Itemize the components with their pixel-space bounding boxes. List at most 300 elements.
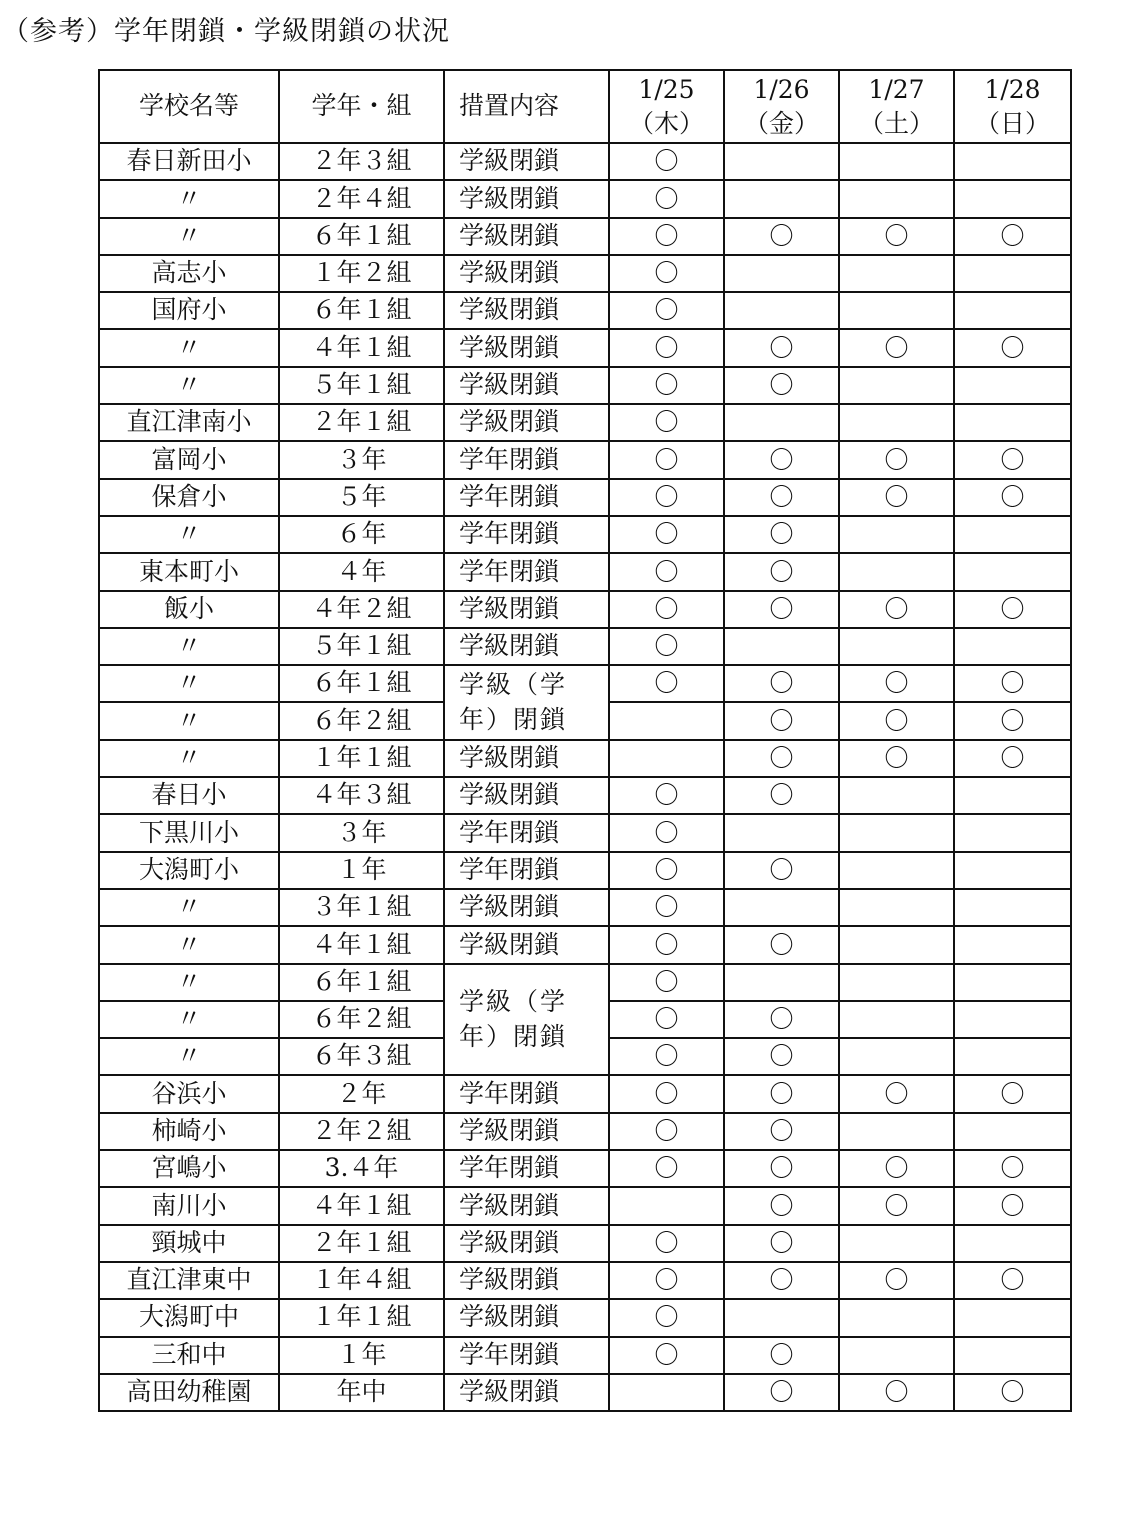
grade-class-cell: ４年３組	[279, 777, 444, 814]
date-status-cell	[954, 1299, 1071, 1336]
closed-mark-icon: 〇	[654, 333, 679, 362]
grade-class-cell: １年１組	[279, 1299, 444, 1336]
date-status-cell	[954, 889, 1071, 926]
closed-mark-icon: 〇	[654, 147, 679, 176]
closed-mark-icon: 〇	[769, 557, 794, 586]
school-name-cell: 〃	[99, 628, 279, 665]
date-status-cell	[609, 926, 724, 963]
table-row	[99, 591, 1071, 628]
closed-mark-icon: 〇	[769, 1116, 794, 1145]
school-name-cell: 春日小	[99, 777, 279, 814]
date-status-cell	[609, 814, 724, 851]
closed-mark-icon: 〇	[769, 1005, 794, 1034]
measure-cell: 学級閉鎖	[444, 292, 609, 329]
closed-mark-icon: 〇	[884, 706, 909, 735]
closed-mark-icon: 〇	[769, 1042, 794, 1071]
measure-cell: 学年閉鎖	[444, 1075, 609, 1112]
school-name-cell: 柿崎小	[99, 1113, 279, 1150]
school-name-cell: 直江津東中	[99, 1262, 279, 1299]
grade-class-cell: ６年	[279, 516, 444, 553]
date-status-cell	[724, 479, 839, 516]
table-row	[99, 404, 1071, 441]
table-row	[99, 441, 1071, 478]
date-status-cell	[724, 516, 839, 553]
closed-mark-icon: 〇	[1000, 1154, 1025, 1183]
measure-cell: 学級閉鎖	[444, 740, 609, 777]
date-status-cell	[839, 889, 954, 926]
closed-mark-icon: 〇	[654, 669, 679, 698]
grade-class-cell: ６年１組	[279, 292, 444, 329]
table-header	[99, 70, 1071, 143]
closed-mark-icon: 〇	[769, 221, 794, 250]
date-status-cell	[609, 1337, 724, 1374]
closed-mark-icon: 〇	[884, 1266, 909, 1295]
date-status-cell	[954, 926, 1071, 963]
closed-mark-icon: 〇	[769, 1079, 794, 1108]
date-status-cell	[609, 218, 724, 255]
closed-mark-icon: 〇	[769, 1228, 794, 1257]
date-status-cell	[954, 1262, 1071, 1299]
date-status-cell	[839, 702, 954, 739]
closed-mark-icon: 〇	[654, 1154, 679, 1183]
date-status-cell	[839, 1001, 954, 1038]
closed-mark-icon: 〇	[769, 744, 794, 773]
grade-class-cell: ４年１組	[279, 926, 444, 963]
date-status-cell	[839, 404, 954, 441]
school-name-cell: 〃	[99, 665, 279, 702]
closed-mark-icon: 〇	[654, 408, 679, 437]
date-status-cell	[724, 1075, 839, 1112]
closed-mark-icon: 〇	[769, 1340, 794, 1369]
date-status-cell	[839, 1150, 954, 1187]
closed-mark-icon: 〇	[654, 1079, 679, 1108]
school-name-cell: 〃	[99, 926, 279, 963]
date-status-cell	[609, 367, 724, 404]
school-name-cell: 高田幼稚園	[99, 1374, 279, 1411]
closed-mark-icon: 〇	[769, 520, 794, 549]
date-status-cell	[839, 1374, 954, 1411]
school-name-cell: 高志小	[99, 255, 279, 292]
date-status-cell	[839, 1038, 954, 1075]
grade-class-cell: ２年４組	[279, 180, 444, 217]
date-status-cell	[954, 404, 1071, 441]
measure-cell: 学年閉鎖	[444, 852, 609, 889]
date-status-cell	[954, 591, 1071, 628]
closed-mark-icon: 〇	[884, 221, 909, 250]
closed-mark-icon: 〇	[654, 594, 679, 623]
date-status-cell	[954, 702, 1071, 739]
school-name-cell: 〃	[99, 180, 279, 217]
school-name-cell: 頸城中	[99, 1225, 279, 1262]
date-status-cell	[839, 516, 954, 553]
date-status-cell	[839, 628, 954, 665]
date-status-cell	[839, 479, 954, 516]
closed-mark-icon: 〇	[769, 706, 794, 735]
table-row	[99, 516, 1071, 553]
closed-mark-icon: 〇	[769, 445, 794, 474]
measure-cell: 学級閉鎖	[444, 143, 609, 180]
measure-cell: 学年閉鎖	[444, 814, 609, 851]
date-status-cell	[724, 367, 839, 404]
date-status-cell	[724, 628, 839, 665]
closed-mark-icon: 〇	[884, 1154, 909, 1183]
date-status-cell	[954, 665, 1071, 702]
measure-cell: 学級閉鎖	[444, 367, 609, 404]
measure-cell: 学級（学年）閉鎖	[444, 665, 609, 740]
measure-cell: 学級閉鎖	[444, 926, 609, 963]
school-name-cell: 保倉小	[99, 479, 279, 516]
date-status-cell	[954, 367, 1071, 404]
weekday-label: （土）	[858, 108, 934, 138]
school-name-cell: 三和中	[99, 1337, 279, 1374]
closed-mark-icon: 〇	[654, 1228, 679, 1257]
date-status-cell	[724, 852, 839, 889]
grade-class-cell: ６年１組	[279, 218, 444, 255]
closed-mark-icon: 〇	[1000, 744, 1025, 773]
date-status-cell	[609, 441, 724, 478]
date-status-cell	[609, 1374, 724, 1411]
date-status-cell	[954, 1374, 1071, 1411]
closed-mark-icon: 〇	[654, 371, 679, 400]
grade-class-cell: ６年２組	[279, 1001, 444, 1038]
date-status-cell	[954, 180, 1071, 217]
date-status-cell	[609, 964, 724, 1001]
date-status-cell	[954, 516, 1071, 553]
date-status-cell	[609, 143, 724, 180]
grade-class-cell: ５年１組	[279, 628, 444, 665]
date-status-cell	[954, 143, 1071, 180]
closed-mark-icon: 〇	[884, 669, 909, 698]
table-row	[99, 143, 1071, 180]
school-name-cell: 〃	[99, 218, 279, 255]
closed-mark-icon: 〇	[769, 594, 794, 623]
date-status-cell	[609, 255, 724, 292]
closed-mark-icon: 〇	[884, 1191, 909, 1220]
measure-cell: 学級閉鎖	[444, 1374, 609, 1411]
date-status-cell	[609, 516, 724, 553]
grade-class-cell: ２年１組	[279, 1225, 444, 1262]
date-status-cell	[954, 441, 1071, 478]
closed-mark-icon: 〇	[884, 1378, 909, 1407]
closed-mark-icon: 〇	[884, 482, 909, 511]
date-status-cell	[609, 404, 724, 441]
grade-class-cell: １年１組	[279, 740, 444, 777]
date-status-cell	[724, 1150, 839, 1187]
date-status-cell	[724, 964, 839, 1001]
date-status-cell	[954, 1038, 1071, 1075]
date-status-cell	[839, 852, 954, 889]
date-status-cell	[839, 1113, 954, 1150]
grade-class-cell: ６年１組	[279, 665, 444, 702]
date-status-cell	[724, 1337, 839, 1374]
date-status-cell	[724, 1299, 839, 1336]
table-row	[99, 1337, 1071, 1374]
school-name-cell: 富岡小	[99, 441, 279, 478]
closed-mark-icon: 〇	[654, 1266, 679, 1295]
date-status-cell	[954, 1225, 1071, 1262]
date-status-cell	[839, 218, 954, 255]
closed-mark-icon: 〇	[769, 669, 794, 698]
date-column-header	[609, 70, 724, 143]
school-name-cell: 大潟町小	[99, 852, 279, 889]
measure-column-header: 措置内容	[444, 70, 609, 143]
closed-mark-icon: 〇	[769, 930, 794, 959]
date-status-cell	[839, 1225, 954, 1262]
weekday-label: （日）	[974, 108, 1050, 138]
date-status-cell	[724, 591, 839, 628]
date-status-cell	[724, 1374, 839, 1411]
measure-cell: 学年閉鎖	[444, 553, 609, 590]
date-label: 1/25	[638, 74, 695, 104]
date-status-cell	[954, 964, 1071, 1001]
grade-class-cell: ４年１組	[279, 1187, 444, 1224]
measure-cell: 学級閉鎖	[444, 1299, 609, 1336]
date-status-cell	[724, 404, 839, 441]
table-row	[99, 553, 1071, 590]
date-status-cell	[609, 852, 724, 889]
date-status-cell	[724, 740, 839, 777]
school-name-cell: 〃	[99, 889, 279, 926]
date-status-cell	[724, 329, 839, 366]
date-status-cell	[609, 665, 724, 702]
closed-mark-icon: 〇	[884, 333, 909, 362]
date-status-cell	[954, 292, 1071, 329]
date-status-cell	[839, 255, 954, 292]
grade-class-cell: １年２組	[279, 255, 444, 292]
school-name-cell: 南川小	[99, 1187, 279, 1224]
closed-mark-icon: 〇	[654, 930, 679, 959]
closed-mark-icon: 〇	[1000, 1266, 1025, 1295]
date-status-cell	[724, 1225, 839, 1262]
school-name-cell: 〃	[99, 964, 279, 1001]
closed-mark-icon: 〇	[1000, 594, 1025, 623]
measure-cell: 学年閉鎖	[444, 516, 609, 553]
date-status-cell	[609, 591, 724, 628]
closed-mark-icon: 〇	[654, 445, 679, 474]
table-row	[99, 180, 1071, 217]
date-status-cell	[609, 628, 724, 665]
grade-class-cell: ４年１組	[279, 329, 444, 366]
grade-class-cell: 3.４年	[279, 1150, 444, 1187]
date-status-cell	[609, 329, 724, 366]
school-name-cell: 〃	[99, 702, 279, 739]
date-status-cell	[954, 1150, 1071, 1187]
closed-mark-icon: 〇	[654, 893, 679, 922]
date-status-cell	[839, 591, 954, 628]
grade-class-cell: ３年	[279, 814, 444, 851]
date-status-cell	[609, 1113, 724, 1150]
date-status-cell	[839, 1262, 954, 1299]
date-status-cell	[839, 367, 954, 404]
closed-mark-icon: 〇	[654, 1116, 679, 1145]
closed-mark-icon: 〇	[769, 1266, 794, 1295]
date-status-cell	[954, 255, 1071, 292]
date-status-cell	[839, 553, 954, 590]
date-status-cell	[839, 740, 954, 777]
measure-cell: 学級閉鎖	[444, 255, 609, 292]
date-status-cell	[839, 441, 954, 478]
closed-mark-icon: 〇	[654, 482, 679, 511]
date-status-cell	[609, 479, 724, 516]
school-name-cell: 大潟町中	[99, 1299, 279, 1336]
closed-mark-icon: 〇	[884, 744, 909, 773]
weekday-label: （金）	[743, 108, 819, 138]
closed-mark-icon: 〇	[769, 781, 794, 810]
date-status-cell	[609, 1001, 724, 1038]
date-column-header	[724, 70, 839, 143]
date-status-cell	[724, 180, 839, 217]
date-status-cell	[724, 926, 839, 963]
table-row	[99, 665, 1071, 702]
date-status-cell	[954, 852, 1071, 889]
measure-cell: 学級（学年）閉鎖	[444, 964, 609, 1076]
closed-mark-icon: 〇	[769, 371, 794, 400]
school-name-cell: 東本町小	[99, 553, 279, 590]
table-row	[99, 1225, 1071, 1262]
date-status-cell	[609, 740, 724, 777]
table-row	[99, 1075, 1071, 1112]
date-status-cell	[724, 1001, 839, 1038]
measure-cell: 学級閉鎖	[444, 777, 609, 814]
school-name-cell: 国府小	[99, 292, 279, 329]
grade-class-cell: ２年３組	[279, 143, 444, 180]
table-row	[99, 889, 1071, 926]
date-status-cell	[839, 814, 954, 851]
document-title: （参考）学年閉鎖・学級閉鎖の状況	[2, 16, 450, 47]
date-status-cell	[954, 479, 1071, 516]
date-status-cell	[839, 292, 954, 329]
grade-class-cell: ３年	[279, 441, 444, 478]
measure-cell: 学級閉鎖	[444, 1262, 609, 1299]
date-column-header	[839, 70, 954, 143]
closed-mark-icon: 〇	[1000, 482, 1025, 511]
grade-class-cell: ６年２組	[279, 702, 444, 739]
date-status-cell	[724, 218, 839, 255]
school-name-cell: 春日新田小	[99, 143, 279, 180]
date-status-cell	[609, 180, 724, 217]
closed-mark-icon: 〇	[654, 1303, 679, 1332]
date-status-cell	[609, 1262, 724, 1299]
date-status-cell	[839, 1187, 954, 1224]
date-status-cell	[724, 1262, 839, 1299]
closed-mark-icon: 〇	[654, 781, 679, 810]
closed-mark-icon: 〇	[769, 1154, 794, 1183]
measure-cell: 学年閉鎖	[444, 1150, 609, 1187]
school-name-cell: 下黒川小	[99, 814, 279, 851]
table-row	[99, 852, 1071, 889]
weekday-label: （木）	[628, 108, 704, 138]
closed-mark-icon: 〇	[769, 482, 794, 511]
table-row	[99, 218, 1071, 255]
date-status-cell	[954, 553, 1071, 590]
date-status-cell	[724, 889, 839, 926]
measure-cell: 学級閉鎖	[444, 1113, 609, 1150]
date-status-cell	[954, 1187, 1071, 1224]
grade-class-cell: 年中	[279, 1374, 444, 1411]
closure-status-table	[98, 69, 1072, 1412]
closed-mark-icon: 〇	[654, 557, 679, 586]
school-name-cell: 直江津南小	[99, 404, 279, 441]
grade-class-cell: ４年	[279, 553, 444, 590]
date-status-cell	[609, 1150, 724, 1187]
date-label: 1/26	[753, 74, 810, 104]
closed-mark-icon: 〇	[769, 333, 794, 362]
date-status-cell	[724, 665, 839, 702]
date-status-cell	[839, 665, 954, 702]
table-row	[99, 1150, 1071, 1187]
date-status-cell	[724, 553, 839, 590]
measure-cell: 学級閉鎖	[444, 889, 609, 926]
closed-mark-icon: 〇	[654, 967, 679, 996]
closed-mark-icon: 〇	[1000, 706, 1025, 735]
table-row	[99, 1262, 1071, 1299]
school-name-cell: 〃	[99, 329, 279, 366]
table-row	[99, 628, 1071, 665]
date-status-cell	[609, 292, 724, 329]
school-name-cell: 谷浜小	[99, 1075, 279, 1112]
measure-cell: 学級閉鎖	[444, 1225, 609, 1262]
closed-mark-icon: 〇	[654, 1005, 679, 1034]
date-status-cell	[954, 1001, 1071, 1038]
school-name-cell: 〃	[99, 1038, 279, 1075]
school-name-cell: 飯小	[99, 591, 279, 628]
date-status-cell	[724, 255, 839, 292]
table-row	[99, 479, 1071, 516]
measure-cell: 学級閉鎖	[444, 329, 609, 366]
grade-class-cell: ２年１組	[279, 404, 444, 441]
date-status-cell	[954, 218, 1071, 255]
closed-mark-icon: 〇	[654, 855, 679, 884]
date-status-cell	[839, 1299, 954, 1336]
date-status-cell	[954, 814, 1071, 851]
school-name-cell: 宮嶋小	[99, 1150, 279, 1187]
table-row	[99, 1374, 1071, 1411]
school-name-cell: 〃	[99, 1001, 279, 1038]
table-body	[99, 143, 1071, 1411]
closed-mark-icon: 〇	[654, 818, 679, 847]
closed-mark-icon: 〇	[654, 184, 679, 213]
table-row	[99, 292, 1071, 329]
closed-mark-icon: 〇	[769, 855, 794, 884]
date-status-cell	[724, 777, 839, 814]
header-row	[99, 70, 1071, 143]
date-status-cell	[609, 1299, 724, 1336]
closed-mark-icon: 〇	[1000, 445, 1025, 474]
date-status-cell	[609, 1225, 724, 1262]
measure-cell: 学年閉鎖	[444, 479, 609, 516]
school-name-cell: 〃	[99, 516, 279, 553]
table-row	[99, 926, 1071, 963]
table-row	[99, 255, 1071, 292]
date-status-cell	[954, 1337, 1071, 1374]
date-status-cell	[954, 329, 1071, 366]
closed-mark-icon: 〇	[884, 445, 909, 474]
school-column-header: 学校名等	[99, 70, 279, 143]
date-status-cell	[954, 777, 1071, 814]
date-status-cell	[724, 1038, 839, 1075]
table-row	[99, 1187, 1071, 1224]
closed-mark-icon: 〇	[1000, 1079, 1025, 1108]
closed-mark-icon: 〇	[654, 296, 679, 325]
measure-cell: 学級閉鎖	[444, 628, 609, 665]
grade-class-cell: ２年	[279, 1075, 444, 1112]
grade-class-cell: ６年３組	[279, 1038, 444, 1075]
date-status-cell	[839, 964, 954, 1001]
closed-mark-icon: 〇	[884, 594, 909, 623]
date-status-cell	[839, 180, 954, 217]
school-name-cell: 〃	[99, 740, 279, 777]
school-name-cell: 〃	[99, 367, 279, 404]
